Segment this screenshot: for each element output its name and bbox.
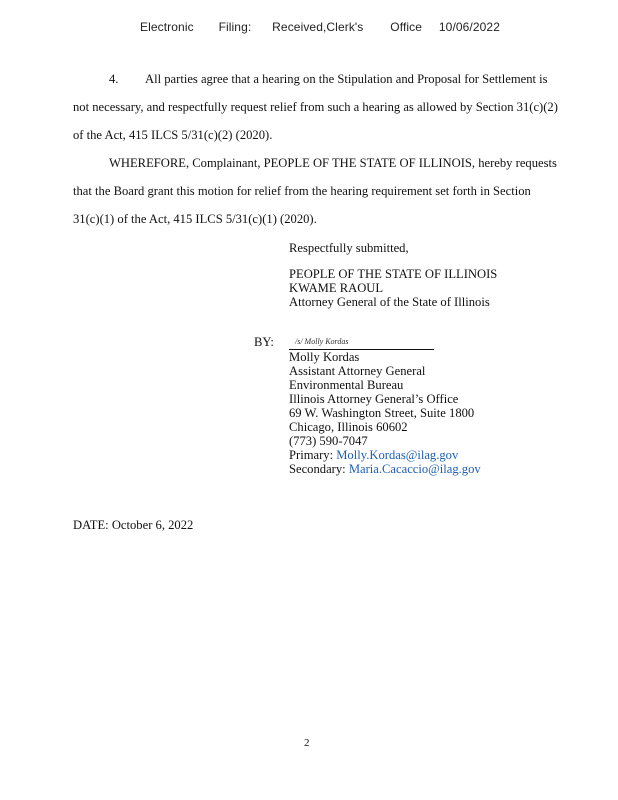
- attorney-street: 69 W. Washington Street, Suite 1800: [289, 406, 475, 420]
- secondary-email-link[interactable]: Maria.Cacaccio@ilag.gov: [348, 462, 481, 476]
- party-raoul: KWAME RAOUL: [289, 281, 384, 295]
- respectfully-submitted: Respectfully submitted,: [289, 241, 409, 255]
- by-label: BY:: [254, 335, 274, 349]
- para4-line2: not necessary, and respectfully request relief from such a hearing as allowed by Section 31(c)(2): [73, 100, 558, 114]
- header-electronic: Electronic: [140, 20, 194, 34]
- attorney-name: Molly Kordas: [289, 350, 360, 364]
- e-signature: /s/ Molly Kordas: [295, 337, 349, 346]
- party-block: [289, 267, 497, 309]
- attorney-phone: (773) 590-7047: [289, 434, 368, 448]
- para4-number: 4.: [109, 72, 119, 86]
- party-ag: Attorney General of the State of Illinois: [289, 295, 490, 309]
- wherefore-line1: WHEREFORE, Complainant, PEOPLE OF THE STATE OF ILLINOIS, hereby requests: [109, 156, 557, 170]
- page-number: 2: [304, 737, 310, 749]
- secondary-email-line: [289, 462, 481, 476]
- header-received: Received,Clerk's: [272, 20, 364, 34]
- signature-line: [289, 337, 434, 350]
- attorney-bureau: Environmental Bureau: [289, 378, 404, 392]
- header-filing: Filing:: [218, 20, 252, 34]
- para4-line1: All parties agree that a hearing on the Stipulation and Proposal for Settlement is: [145, 72, 548, 86]
- filing-stamp-header: [140, 20, 500, 34]
- para4-line3: of the Act, 415 ILCS 5/31(c)(2) (2020).: [73, 128, 273, 142]
- attorney-office: Illinois Attorney General’s Office: [289, 392, 459, 406]
- wherefore-line3: 31(c)(1) of the Act, 415 ILCS 5/31(c)(1) (2020).: [73, 212, 317, 226]
- attorney-contact-block: [289, 350, 481, 476]
- header-date: 10/06/2022: [438, 20, 500, 34]
- attorney-city: Chicago, Illinois 60602: [289, 420, 408, 434]
- primary-email-line: [289, 448, 481, 462]
- primary-email-label: Primary:: [289, 448, 334, 462]
- date-line: DATE: October 6, 2022: [73, 518, 194, 532]
- party-people: PEOPLE OF THE STATE OF ILLINOIS: [289, 267, 498, 281]
- primary-email-link[interactable]: Molly.Kordas@ilag.gov: [336, 448, 459, 462]
- secondary-email-label: Secondary:: [289, 462, 346, 476]
- header-office: Office: [390, 20, 423, 34]
- wherefore-line2: that the Board grant this motion for relief from the hearing requirement set forth in Section: [73, 184, 531, 198]
- attorney-title: Assistant Attorney General: [289, 364, 426, 378]
